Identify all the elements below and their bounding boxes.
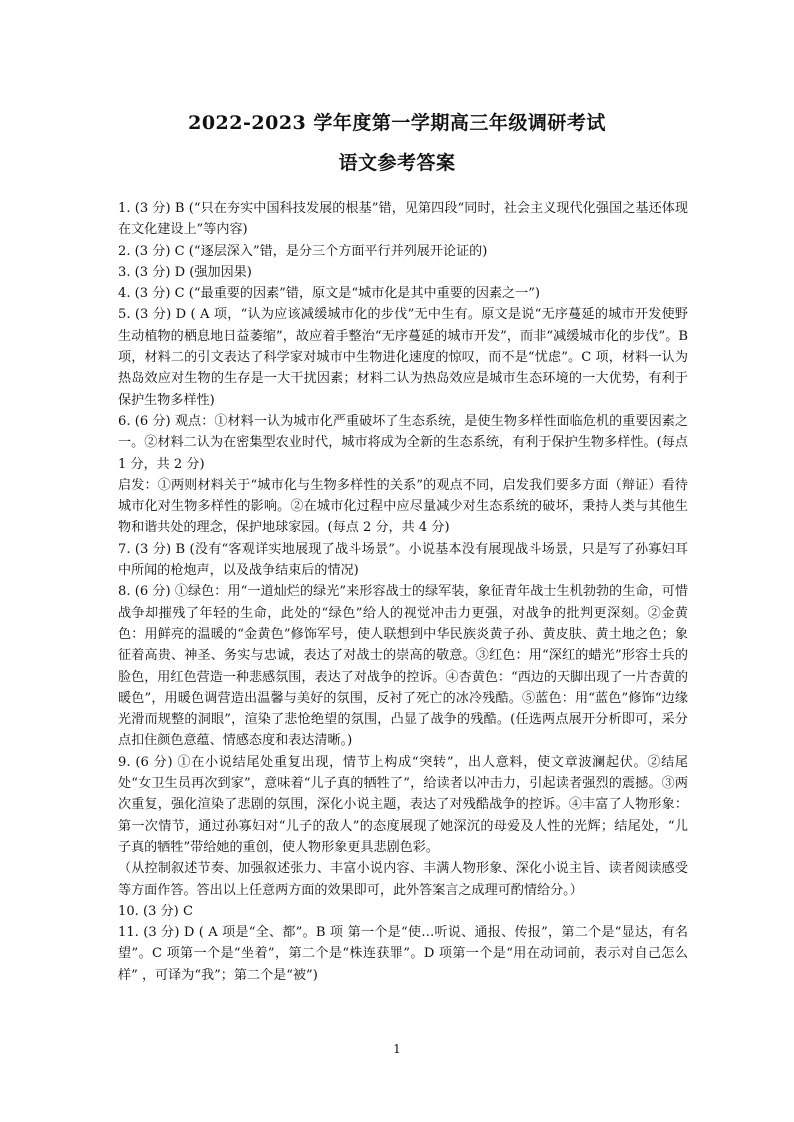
- answer-q2: 2. (3 分) C (“逐层深入”错，是分三个方面平行并列展开论证的): [118, 243, 488, 259]
- answer-q5: 5. (3 分) D ( A 项，“认为应该减缓城市化的步伐”无中生有。原文是说“无序蔓延的城市开发使野生动植物的栖息地日益萎缩”，故应着手整治“无序蔓延的城市开发”，而非“减缓城市化的步伐”。B 项，材料二的引文表达了科学家对城市中生物进化速度的惊叹，而不是“忧虑”。C 项，材料一认为热岛效应对生物的生存是一大干扰因素；材料二认为热岛效应是城市生态环境的一大优势，有利于保护生物多样性): [118, 307, 688, 408]
- page-number: 1: [393, 1042, 401, 1056]
- answer-q9: 9. (6 分) ①在小说结尾处重复出现，情节上构成“突转”，出人意料，使文章波澜起伏。②结尾处“女卫生员再次到家”，意味着“儿子真的牺牲了”，给读者以冲击力，引起读者强烈的震撼。③两次重复，强化渲染了悲剧的氛围，深化小说主题，表达了对残酷战争的控诉。④丰富了人物形象：第一次情节，通过孙寡妇对“儿子的敌人”的态度展现了她深沉的母爱及人性的光辉；结尾处，“儿子真的牺牲”带给她的重创，使人物形象更具悲剧色彩。: [118, 754, 688, 855]
- answer-q1: 1. (3 分) B (“只在夯实中国科技发展的根基”错，见第四段“同时，社会主义现代化强国之基还体现在文化建设上”等内容): [118, 201, 688, 238]
- answer-q11: 11. (3 分) D ( A 项是“全、都”。B 项 第一个是“使…听说、通报、传报”，第二个是“显达，有名望”。C 项第一个是“坐着”，第二个是“株连获罪”。D 项第一个是“用在动词前，表示对自己怎么样” ，可译为“我”；第二个是“被”): [118, 925, 688, 983]
- answer-q3: 3. (3 分) D (强加因果): [118, 264, 252, 280]
- answer-body: [118, 198, 688, 986]
- answer-q6-viewpoint: 6. (6 分) 观点：①材料一认为城市化严重破坏了生态系统，是使生物多样性面临危机的重要因素之一。②材料二认为在密集型农业时代，城市将成为全新的生态系统，有利于保护生物多样性。(每点 1 分，共 2 分): [118, 413, 688, 472]
- document-title: 2022-2023 学年度第一学期高三年级调研考试: [188, 112, 606, 134]
- answer-q10: 10. (3 分) C: [118, 903, 193, 919]
- answer-q6-inspiration: 启发：①两则材料关于“城市化与生物多样性的关系”的观点不同，启发我们要多方面（辩证）看待城市化对生物多样性的影响。②在城市化过程中应尽量减少对生态系统的破坏，秉持人类与其他生物和谐共处的理念，保护地球家园。(每点 2 分，共 4 分): [118, 477, 688, 536]
- answer-q4: 4. (3 分) C (“最重要的因素”错，原文是“城市化是其中重要的因素之一”): [118, 286, 541, 302]
- answer-q7: 7. (3 分) B (没有“客观详实地展现了战斗场景”。小说基本没有展现战斗场景，只是写了孙寡妇耳中所闻的枪炮声，以及战争结束后的情况): [118, 541, 688, 579]
- document-subtitle: 语文参考答案: [338, 152, 456, 174]
- answer-q8: 8. (6 分) ①绿色：用“一道灿烂的绿光”来形容战士的绿军装，象征青年战士生机勃勃的生命，可惜战争却摧残了年轻的生命，此处的“绿色”给人的视觉冲击力更强，对战争的批判更深刻。②金黄色：用鲜亮的温暖的“金黄色”修饰军号，使人联想到中华民族炎黄子孙、黄皮肤、黄土地之色；象征着高贵、神圣、务实与忠诚，表达了对战士的崇高的敬意。③红色：用“深红的蜡光”形容士兵的脸色，用红色营造一种悲感氛围，表达了对战争的控诉。④杏黄色：“西边的天脚出现了一片杏黄的暖色”，用暖色调营造出温馨与美好的氛围，反衬了死亡的冰冷残酷。⑤蓝色：用“蓝色”修饰“边缘光滑而规整的洞眼”，渲染了悲怆绝望的氛围，凸显了战争的残酷。(任选两点展开分析即可，采分点扣住颜色意蕴、情感态度和表达清晰。): [118, 584, 688, 749]
- answer-q9-note: （从控制叙述节奏、加强叙述张力、丰富小说内容、丰满人物形象、深化小说主旨、读者阅读感受等方面作答。答出以上任意两方面的效果即可，此外答案言之成理可酌情给分。）: [118, 861, 688, 898]
